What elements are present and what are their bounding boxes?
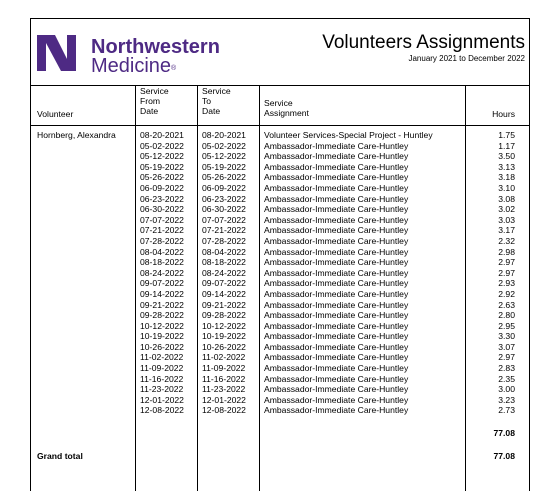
service-to-date: 11-02-2022 bbox=[202, 352, 246, 363]
column-header-from-date bbox=[140, 87, 169, 116]
service-hours: 3.18 bbox=[498, 172, 515, 183]
column-header-text: Volunteer bbox=[37, 109, 74, 119]
service-hours: 2.97 bbox=[498, 257, 515, 268]
service-assignment: Ambassador-Immediate Care-Huntley bbox=[264, 278, 409, 289]
service-hours: 2.95 bbox=[498, 320, 515, 331]
service-from-date: 09-07-2022 bbox=[140, 278, 184, 289]
service-from-date: 08-24-2022 bbox=[140, 267, 184, 278]
table-row bbox=[31, 405, 529, 416]
column-header-to-date bbox=[202, 87, 231, 116]
assignment-rows bbox=[31, 130, 529, 416]
service-to-date: 10-12-2022 bbox=[202, 320, 246, 331]
service-to-date: 11-09-2022 bbox=[202, 363, 246, 374]
column-header-text: From bbox=[140, 95, 161, 106]
service-from-date: 05-19-2022 bbox=[140, 161, 184, 172]
table-row bbox=[31, 141, 529, 152]
service-from-date: 11-02-2022 bbox=[140, 352, 184, 363]
service-from-date: 12-08-2022 bbox=[140, 405, 184, 416]
service-hours: 3.50 bbox=[498, 151, 515, 162]
nm-logo-icon bbox=[37, 35, 85, 71]
service-hours: 3.23 bbox=[498, 394, 515, 405]
table-row bbox=[31, 310, 529, 321]
service-assignment: Ambassador-Immediate Care-Huntley bbox=[264, 394, 409, 405]
service-hours: 3.10 bbox=[498, 182, 515, 193]
service-hours: 2.92 bbox=[498, 288, 515, 299]
volunteer-name: Hornberg, Alexandra bbox=[37, 130, 116, 140]
service-hours: 2.80 bbox=[498, 310, 515, 321]
service-assignment: Ambassador-Immediate Care-Huntley bbox=[264, 214, 409, 225]
table-row bbox=[31, 342, 529, 353]
service-assignment: Ambassador-Immediate Care-Huntley bbox=[264, 373, 409, 384]
service-to-date: 08-24-2022 bbox=[202, 267, 246, 278]
service-from-date: 05-02-2022 bbox=[140, 140, 184, 151]
service-hours: 3.17 bbox=[498, 225, 515, 236]
column-header-volunteer bbox=[37, 110, 73, 120]
service-hours: 2.97 bbox=[498, 267, 515, 278]
service-assignment: Ambassador-Immediate Care-Huntley bbox=[264, 331, 409, 342]
service-from-date: 09-21-2022 bbox=[140, 299, 184, 310]
service-assignment: Ambassador-Immediate Care-Huntley bbox=[264, 363, 409, 374]
service-assignment: Ambassador-Immediate Care-Huntley bbox=[264, 267, 409, 278]
service-assignment: Ambassador-Immediate Care-Huntley bbox=[264, 405, 409, 416]
service-hours: 2.73 bbox=[498, 405, 515, 416]
table-row bbox=[31, 321, 529, 332]
grand-total-hours: 77.08 bbox=[493, 451, 515, 461]
column-header-assignment bbox=[264, 99, 309, 119]
service-from-date: 09-14-2022 bbox=[140, 288, 184, 299]
service-from-date: 10-26-2022 bbox=[140, 341, 184, 352]
service-from-date: 08-04-2022 bbox=[140, 246, 184, 257]
service-assignment: Ambassador-Immediate Care-Huntley bbox=[264, 320, 409, 331]
logo-sub-text: Medicine bbox=[91, 55, 172, 77]
column-header-text: Assignment bbox=[264, 107, 309, 118]
service-to-date: 08-20-2021 bbox=[202, 130, 246, 140]
service-assignment: Ambassador-Immediate Care-Huntley bbox=[264, 288, 409, 299]
service-assignment: Ambassador-Immediate Care-Huntley bbox=[264, 310, 409, 321]
header-separator bbox=[31, 125, 529, 126]
service-to-date: 05-19-2022 bbox=[202, 161, 246, 172]
service-to-date: 09-07-2022 bbox=[202, 278, 246, 289]
column-header-text: Service bbox=[140, 86, 169, 96]
grand-total-label: Grand total bbox=[37, 451, 83, 461]
service-from-date: 11-23-2022 bbox=[140, 384, 184, 395]
service-hours: 1.75 bbox=[498, 130, 515, 140]
table-row bbox=[31, 215, 529, 226]
service-to-date: 10-19-2022 bbox=[202, 331, 246, 342]
service-to-date: 12-01-2022 bbox=[202, 394, 246, 405]
service-to-date: 05-26-2022 bbox=[202, 172, 246, 183]
service-hours: 2.63 bbox=[498, 299, 515, 310]
service-assignment: Ambassador-Immediate Care-Huntley bbox=[264, 352, 409, 363]
service-to-date: 12-08-2022 bbox=[202, 405, 246, 416]
service-assignment: Ambassador-Immediate Care-Huntley bbox=[264, 172, 409, 183]
table-row bbox=[31, 236, 529, 247]
subtotal-hours: 77.08 bbox=[493, 428, 515, 438]
report-date-range: January 2021 to December 2022 bbox=[408, 54, 525, 63]
table-row bbox=[31, 289, 529, 300]
service-hours: 3.03 bbox=[498, 214, 515, 225]
service-hours: 3.02 bbox=[498, 204, 515, 215]
column-header-text: Date bbox=[140, 105, 159, 116]
service-to-date: 09-28-2022 bbox=[202, 310, 246, 321]
service-hours: 2.97 bbox=[498, 352, 515, 363]
service-to-date: 08-04-2022 bbox=[202, 246, 246, 257]
service-assignment: Ambassador-Immediate Care-Huntley bbox=[264, 384, 409, 395]
table-row bbox=[31, 374, 529, 385]
service-hours: 2.93 bbox=[498, 278, 515, 289]
service-hours: 1.17 bbox=[498, 140, 515, 151]
table-row bbox=[31, 363, 529, 374]
service-to-date: 05-02-2022 bbox=[202, 140, 246, 151]
table-row bbox=[31, 204, 529, 215]
northwestern-medicine-logo bbox=[37, 35, 227, 75]
service-assignment: Ambassador-Immediate Care-Huntley bbox=[264, 193, 409, 204]
service-to-date: 09-21-2022 bbox=[202, 299, 246, 310]
service-from-date: 10-12-2022 bbox=[140, 320, 184, 331]
service-assignment: Ambassador-Immediate Care-Huntley bbox=[264, 235, 409, 246]
table-row bbox=[31, 395, 529, 406]
service-to-date: 10-26-2022 bbox=[202, 341, 246, 352]
logo-name: Northwestern bbox=[91, 36, 220, 58]
service-from-date: 10-19-2022 bbox=[140, 331, 184, 342]
service-hours: 2.83 bbox=[498, 363, 515, 374]
service-from-date: 07-07-2022 bbox=[140, 214, 184, 225]
column-header-hours bbox=[492, 110, 515, 120]
service-assignment: Ambassador-Immediate Care-Huntley bbox=[264, 182, 409, 193]
service-assignment: Ambassador-Immediate Care-Huntley bbox=[264, 246, 409, 257]
registered-mark: ® bbox=[171, 65, 177, 72]
service-hours: 3.00 bbox=[498, 384, 515, 395]
table-row bbox=[31, 172, 529, 183]
service-assignment: Ambassador-Immediate Care-Huntley bbox=[264, 341, 409, 352]
service-to-date: 07-28-2022 bbox=[202, 235, 246, 246]
report-title: Volunteers Assignments bbox=[322, 32, 525, 53]
service-hours: 2.98 bbox=[498, 246, 515, 257]
service-from-date: 08-20-2021 bbox=[140, 130, 184, 140]
logo-sub bbox=[91, 56, 176, 76]
service-to-date: 06-09-2022 bbox=[202, 182, 246, 193]
table-row bbox=[31, 278, 529, 289]
service-assignment: Ambassador-Immediate Care-Huntley bbox=[264, 140, 409, 151]
service-to-date: 11-23-2022 bbox=[202, 384, 246, 395]
service-from-date: 11-09-2022 bbox=[140, 363, 184, 374]
service-hours: 3.30 bbox=[498, 331, 515, 342]
column-header-text: Date bbox=[202, 105, 221, 116]
service-hours: 2.32 bbox=[498, 235, 515, 246]
table-row bbox=[31, 352, 529, 363]
table-row bbox=[31, 300, 529, 311]
service-from-date: 06-23-2022 bbox=[140, 193, 184, 204]
table-row bbox=[31, 225, 529, 236]
service-from-date: 08-18-2022 bbox=[140, 257, 184, 268]
service-hours: 2.35 bbox=[498, 373, 515, 384]
report-header bbox=[31, 19, 529, 86]
service-from-date: 06-30-2022 bbox=[140, 204, 184, 215]
service-to-date: 08-18-2022 bbox=[202, 257, 246, 268]
table-row bbox=[31, 194, 529, 205]
service-hours: 3.07 bbox=[498, 341, 515, 352]
table-row bbox=[31, 331, 529, 342]
service-to-date: 09-14-2022 bbox=[202, 288, 246, 299]
table-row bbox=[31, 162, 529, 173]
service-assignment: Volunteer Services-Special Project - Huntley bbox=[264, 130, 433, 140]
service-assignment: Ambassador-Immediate Care-Huntley bbox=[264, 204, 409, 215]
service-from-date: 11-16-2022 bbox=[140, 373, 184, 384]
service-hours: 3.08 bbox=[498, 193, 515, 204]
column-header-text: To bbox=[202, 95, 212, 106]
column-header-text: Service bbox=[202, 86, 231, 96]
table-row bbox=[31, 268, 529, 279]
service-to-date: 06-23-2022 bbox=[202, 193, 246, 204]
service-from-date: 07-28-2022 bbox=[140, 235, 184, 246]
service-to-date: 07-21-2022 bbox=[202, 225, 246, 236]
service-to-date: 05-12-2022 bbox=[202, 151, 246, 162]
service-to-date: 07-07-2022 bbox=[202, 214, 246, 225]
service-assignment: Ambassador-Immediate Care-Huntley bbox=[264, 161, 409, 172]
service-assignment: Ambassador-Immediate Care-Huntley bbox=[264, 257, 409, 268]
service-assignment: Ambassador-Immediate Care-Huntley bbox=[264, 225, 409, 236]
column-header-text: Service bbox=[264, 98, 293, 108]
service-to-date: 11-16-2022 bbox=[202, 373, 246, 384]
service-assignment: Ambassador-Immediate Care-Huntley bbox=[264, 151, 409, 162]
table-row bbox=[31, 247, 529, 258]
service-to-date: 06-30-2022 bbox=[202, 204, 246, 215]
report-page bbox=[30, 18, 530, 491]
service-from-date: 06-09-2022 bbox=[140, 182, 184, 193]
table-row bbox=[31, 384, 529, 395]
service-from-date: 05-12-2022 bbox=[140, 151, 184, 162]
table-row bbox=[31, 183, 529, 194]
service-assignment: Ambassador-Immediate Care-Huntley bbox=[264, 299, 409, 310]
service-hours: 3.13 bbox=[498, 161, 515, 172]
table-row bbox=[31, 151, 529, 162]
service-from-date: 05-26-2022 bbox=[140, 172, 184, 183]
service-from-date: 12-01-2022 bbox=[140, 394, 184, 405]
column-header-text: Hours bbox=[492, 109, 515, 119]
service-from-date: 07-21-2022 bbox=[140, 225, 184, 236]
service-from-date: 09-28-2022 bbox=[140, 310, 184, 321]
table-row bbox=[31, 257, 529, 268]
table-row bbox=[31, 130, 529, 141]
